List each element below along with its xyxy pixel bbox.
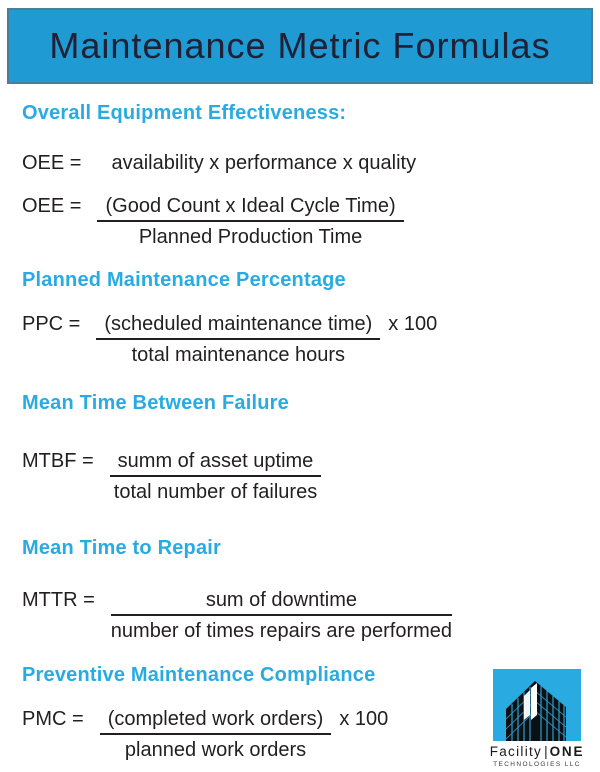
formula-mttr-fraction — [22, 587, 580, 644]
section-heading-oee: Overall Equipment Effectiveness: — [22, 102, 347, 124]
formulas-content — [0, 100, 600, 763]
fraction-numerator: sum of downtime — [111, 587, 452, 616]
formula-label-mtbf: MTBF = — [22, 450, 94, 472]
logo-brand-secondary: ONE — [549, 744, 585, 759]
fraction-suffix: x 100 — [339, 708, 389, 730]
section-pmc — [22, 662, 492, 763]
fraction-denominator: planned work orders — [124, 739, 307, 761]
formula-oee-fraction — [22, 193, 580, 250]
section-ppc — [22, 267, 580, 368]
section-heading-mtbf: Mean Time Between Failure — [22, 392, 289, 414]
formula-label-pmc: PMC = — [22, 708, 84, 730]
formula-label-ppc: PPC = — [22, 313, 81, 335]
fraction-numerator: (scheduled maintenance time) — [96, 311, 380, 340]
fraction-pmc — [100, 706, 332, 763]
section-oee — [22, 100, 580, 250]
fraction-oee — [97, 193, 403, 250]
formula-pmc-fraction — [22, 706, 492, 763]
fraction-numerator: (Good Count x Ideal Cycle Time) — [97, 193, 403, 222]
formula-expression-oee: availability x performance x quality — [111, 152, 417, 174]
logo-brand-separator: | — [544, 744, 548, 759]
logo-tagline: TECHNOLOGIES LLC — [493, 761, 581, 768]
formula-label-oee-2: OEE = — [22, 195, 82, 217]
logo-brand-primary: Facility — [489, 744, 543, 759]
fraction-suffix: x 100 — [388, 313, 438, 335]
facilityone-logo — [484, 669, 590, 768]
page-title: Maintenance Metric Formulas — [49, 25, 551, 66]
fraction-numerator: (completed work orders) — [100, 706, 332, 735]
fraction-mttr — [111, 587, 452, 644]
formula-ppc-fraction — [22, 311, 580, 368]
logo-brand-text — [484, 744, 590, 759]
fraction-denominator: total maintenance hours — [131, 344, 346, 366]
fraction-denominator: Planned Production Time — [138, 226, 363, 248]
fraction-denominator: total number of failures — [113, 481, 318, 503]
formula-label-oee: OEE = — [22, 152, 82, 174]
title-band — [7, 8, 593, 84]
fraction-numerator: summ of asset uptime — [110, 448, 322, 477]
section-heading-mttr: Mean Time to Repair — [22, 537, 222, 559]
formula-label-mttr: MTTR = — [22, 589, 95, 611]
formula-oee-plain — [22, 150, 580, 176]
formula-mtbf-fraction — [22, 448, 580, 505]
section-mttr — [22, 535, 580, 644]
facilityone-building-icon — [484, 669, 590, 741]
fraction-denominator: number of times repairs are performed — [110, 620, 453, 642]
fraction-ppc — [96, 311, 380, 368]
section-mtbf — [22, 390, 580, 505]
fraction-mtbf — [110, 448, 322, 505]
section-heading-pmc: Preventive Maintenance Compliance — [22, 664, 376, 686]
section-heading-ppc: Planned Maintenance Percentage — [22, 269, 346, 291]
